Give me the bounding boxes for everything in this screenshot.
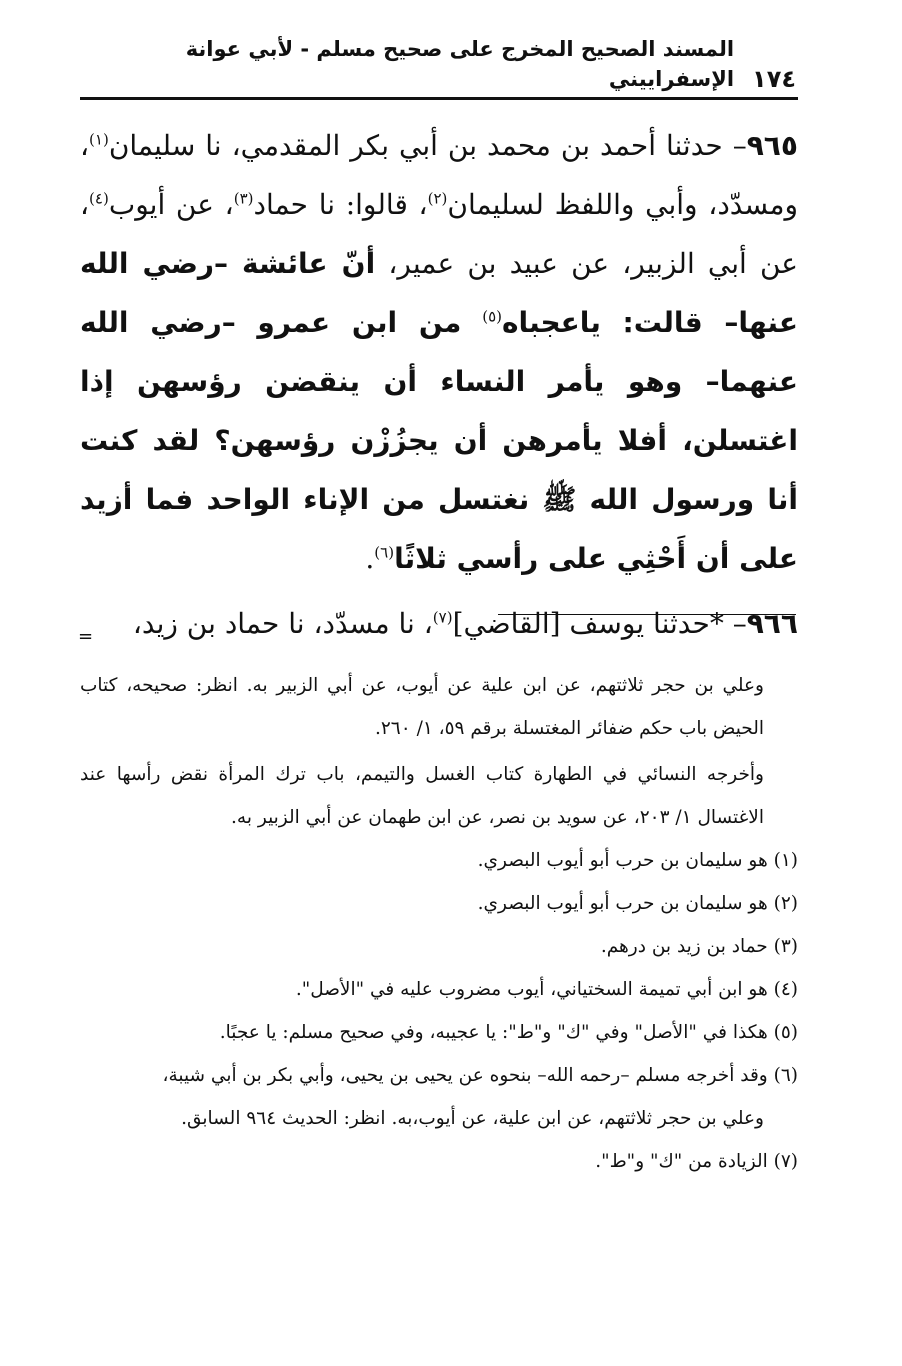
running-header [84, 37, 796, 94]
hadith-matn: من ابن عمرو –رضي الله عنهما– وهو يأمر النساء أن ينقضن رؤسهن إذا اغتسلن، أفلا يأمرهن أن يجزُزْن رؤسهن؟ لقد كنت أنا ورسول الله ﷺ نغتسل من الإناء الواحد فما أزيد على أن أَحْثِي على رأسي ثلاثًا [80, 306, 798, 575]
footnote-ref: (٦) [374, 543, 395, 562]
hadith-text: ، عن أيوب [108, 188, 234, 221]
footnote-1: (١) هو سليمان بن حرب أبو أيوب البصري. [477, 850, 798, 871]
footnote-continuation: وأخرجه النسائي في الطهارة كتاب الغسل والتيمم، باب ترك المرأة نقض رأسها عند الاغتسال ١/ ٢٠٣، عن سويد بن نصر، عن ابن طهمان عن أبي الزبير به. [80, 764, 764, 828]
footnote-2: (٢) هو سليمان بن حرب أبو أيوب البصري. [477, 893, 798, 914]
header-rule [80, 97, 798, 100]
footnote-3: (٣) حماد بن زيد بن درهم. [600, 936, 798, 957]
hadith-number: ٩٦٥ [746, 129, 798, 162]
footnote-6-continuation: وعلي بن حجر ثلاثتهم، عن ابن علية، عن أيوب،به. انظر: الحديث ٩٦٤ السابق. [181, 1108, 764, 1129]
running-title: المسند الصحيح المخرج على صحيح مسلم - لأبي عوانة الإسفراييني [185, 37, 735, 91]
hadith-text: ، عن أبي الزبير، عن عبيد بن عمير، [80, 188, 798, 280]
hadith-965 [80, 116, 798, 588]
footnote-4: (٤) هو ابن أبي تميمة السختياني، أيوب مضروب عليه في "الأصل". [295, 979, 798, 1000]
footnote-ref: (٣) [233, 189, 254, 208]
footnote-ref: (٧) [432, 608, 453, 627]
hadith-text: – *حدثنا يوسف [القاضي] [452, 607, 747, 640]
hadith-matn: أنّ عائشة –رضي الله عنها– قالت: ياعجباه [80, 247, 798, 339]
hadith-text: ، نا مسدّد، نا حماد بن زيد، [132, 607, 433, 640]
hadith-966 [80, 594, 798, 653]
footnote-7: (٧) الزيادة من "ك" و"ط". [595, 1151, 798, 1172]
footnote-ref: (١) [89, 130, 109, 149]
footnote-5: (٥) هكذا في "الأصل" وفي "ك" و"ط": يا عجيبه، وفي صحيح مسلم: يا عجبًا. [219, 1022, 798, 1043]
footnote-ref: (٤) [89, 189, 109, 208]
hadith-number: ٩٦٦ [746, 607, 798, 640]
page-number: ١٧٤ [752, 65, 796, 93]
main-text [80, 116, 798, 653]
footnote-ref: (٥) [482, 307, 503, 326]
hadith-text: – حدثنا أحمد بن محمد بن أبي بكر المقدمي، نا سليمان [108, 129, 747, 162]
footnote-continuation: وعلي بن حجر ثلاثتهم، عن ابن علية عن أيوب، عن أبي الزبير به. انظر: صحيحه، كتاب الحيض باب حكم ضفائر المغتسلة برقم ٥٩، ١/ ٢٦٠. [80, 675, 764, 739]
footnote-separator [498, 614, 796, 615]
continuation-mark: = [78, 626, 94, 647]
footnotes [80, 664, 798, 1183]
hadith-text: ، قالوا: نا حماد [253, 188, 428, 221]
footnote-6: (٦) وقد أخرجه مسلم –رحمه الله– بنحوه عن يحيى بن يحيى، وأبي بكر بن أبي شيبة، [162, 1065, 798, 1086]
footnote-ref: (٢) [427, 189, 448, 208]
hadith-text: ، ومسدّد، وأبي واللفظ لسليمان [80, 129, 798, 221]
hadith-end: . [365, 542, 375, 575]
